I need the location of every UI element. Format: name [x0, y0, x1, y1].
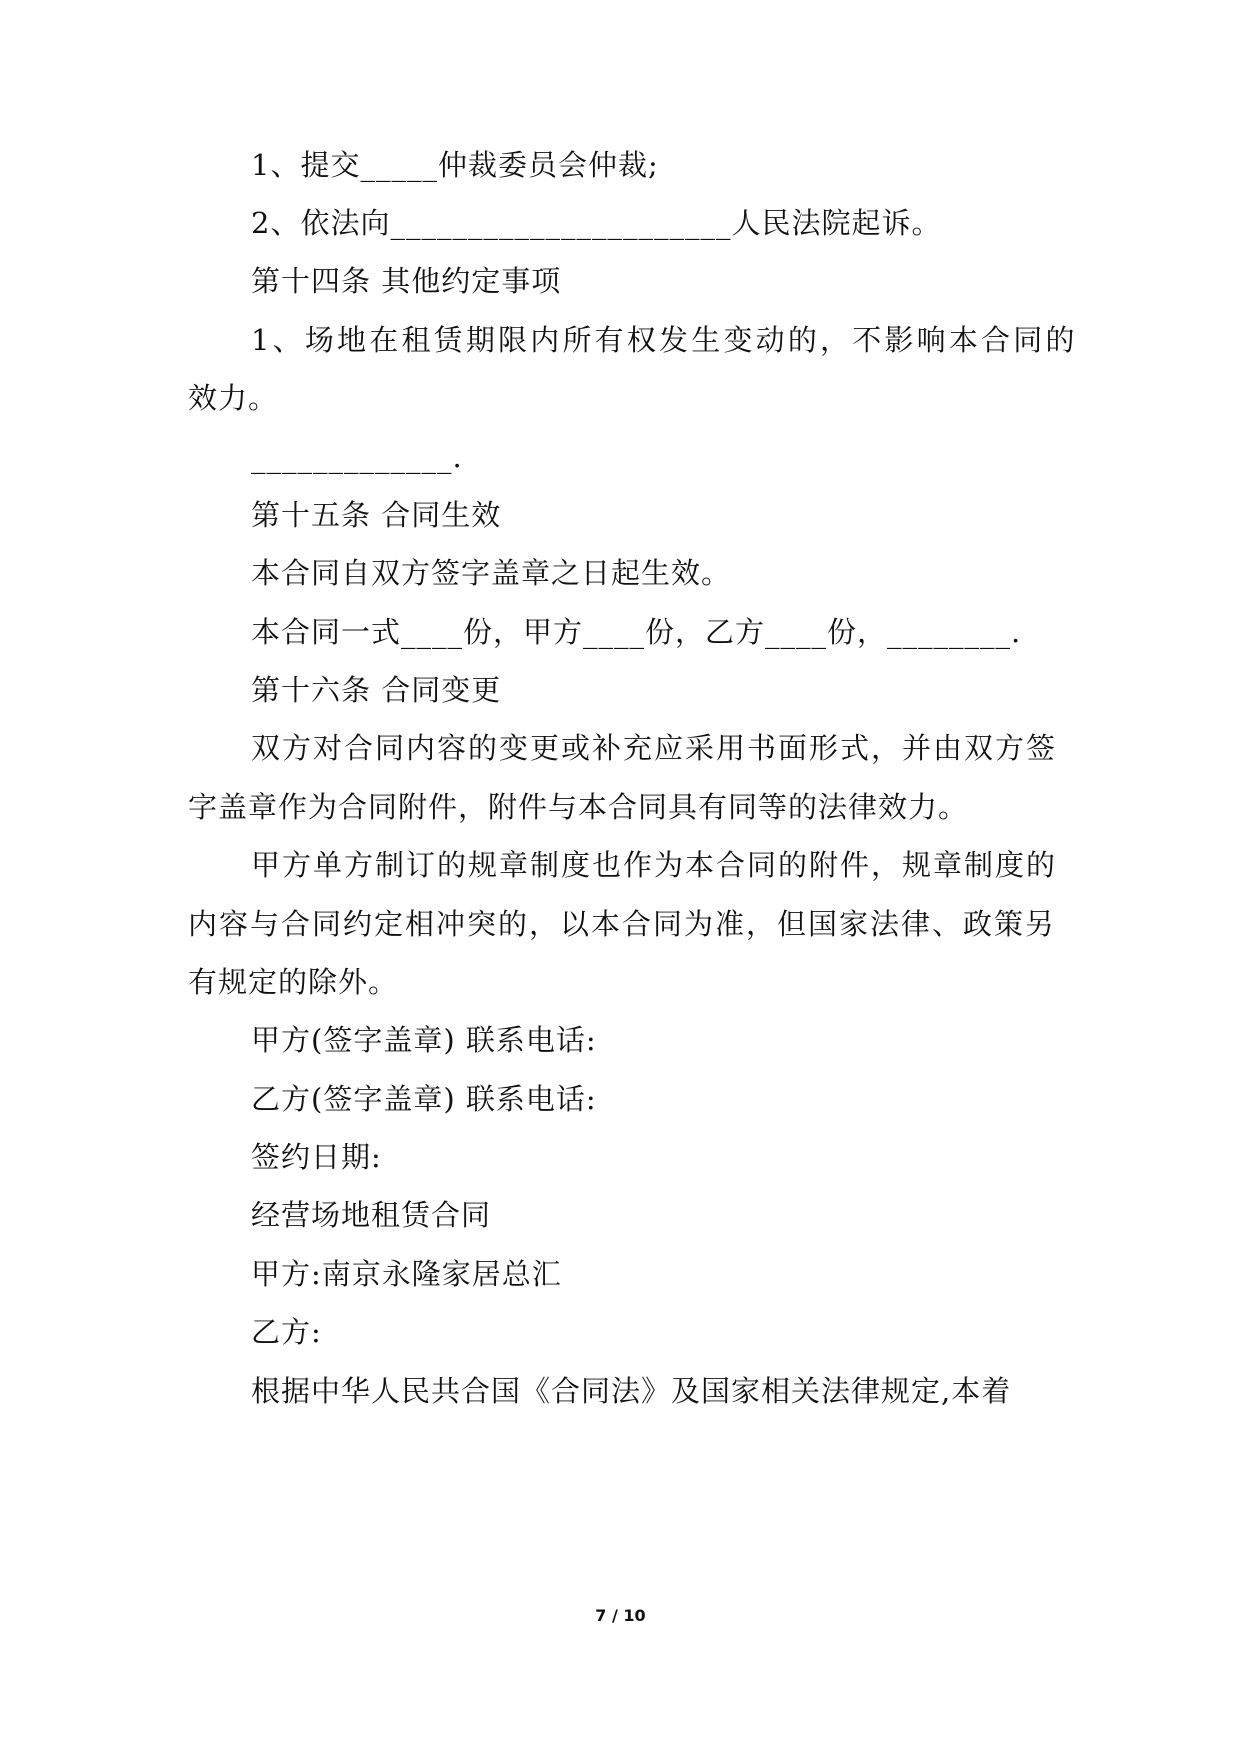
paragraph-line: 根据中华人民共合国《合同法》及国家相关法律规定,本着	[251, 1374, 1012, 1408]
contract-title: 经营场地租赁合同	[251, 1198, 492, 1232]
blank-line: _____________.	[251, 440, 463, 474]
paragraph-line: 有规定的除外。	[188, 965, 399, 999]
party-a-signature: 甲方(签字盖章) 联系电话:	[251, 1023, 597, 1057]
party-b: 乙方:	[251, 1315, 322, 1349]
paragraph-line: 本合同自双方签字盖章之日起生效。	[251, 556, 732, 590]
article-15-heading: 第十五条 合同生效	[251, 498, 502, 532]
paragraph-line: 1、场地在租赁期限内所有权发生变动的，不影响本合同的	[251, 323, 1078, 357]
page-number: 7 / 10	[595, 1606, 646, 1625]
paragraph-line: 本合同一式____份，甲方____份，乙方____份，________.	[251, 615, 1022, 649]
paragraph-line: 甲方单方制订的规章制度也作为本合同的附件，规章制度的	[251, 848, 1058, 882]
party-a: 甲方:南京永隆家居总汇	[251, 1257, 562, 1291]
article-14-heading: 第十四条 其他约定事项	[251, 264, 562, 298]
paragraph-line: 字盖章作为合同附件，附件与本合同具有同等的法律效力。	[188, 790, 969, 824]
clause-court: 2、依法向______________________人民法院起诉。	[251, 206, 942, 240]
paragraph-line: 内容与合同约定相冲突的，以本合同为准，但国家法律、政策另	[188, 907, 1057, 941]
paragraph-line: 双方对合同内容的变更或补充应采用书面形式，并由双方签	[251, 731, 1058, 765]
article-16-heading: 第十六条 合同变更	[251, 673, 502, 707]
paragraph-line: 效力。	[188, 381, 279, 415]
clause-arbitration: 1、提交_____仲裁委员会仲裁;	[251, 148, 659, 182]
party-b-signature: 乙方(签字盖章) 联系电话:	[251, 1082, 597, 1116]
signing-date: 签约日期:	[251, 1140, 382, 1174]
